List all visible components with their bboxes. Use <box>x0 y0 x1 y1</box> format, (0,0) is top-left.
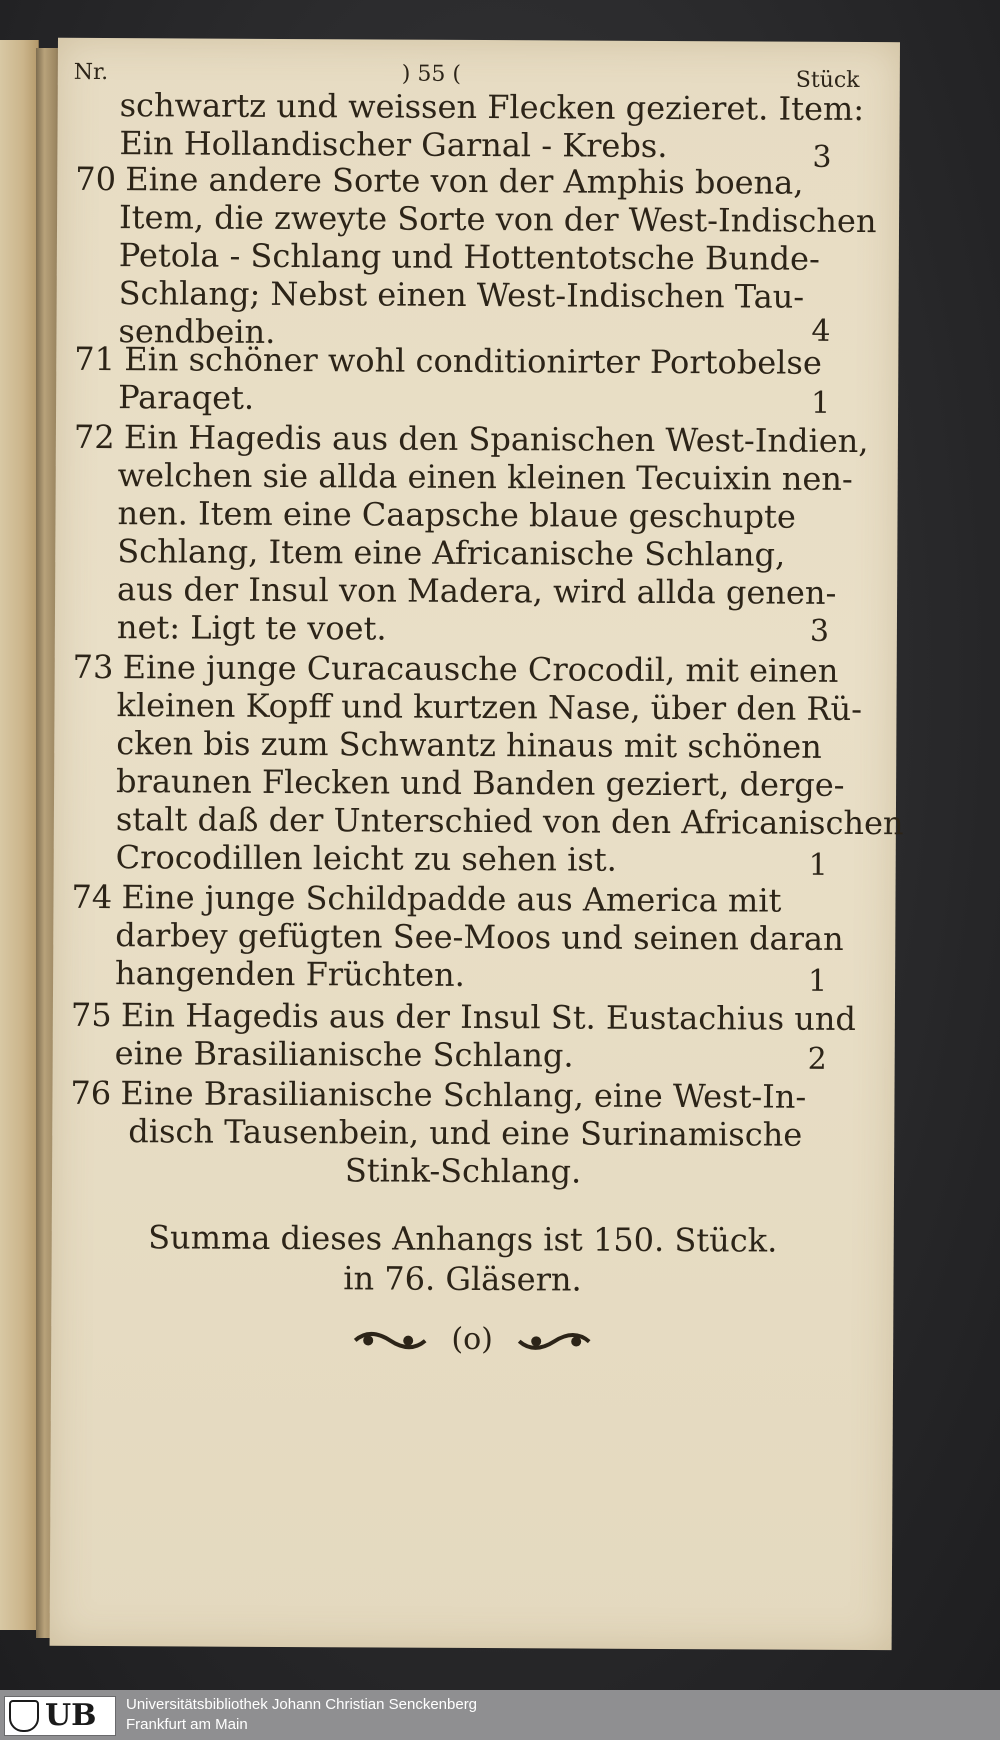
entry-quantity: 1 <box>808 847 828 883</box>
header-right: Stück <box>795 67 860 93</box>
entry-line: Item, die zweyte Sorte von der West-Indischen <box>118 198 877 241</box>
entry-quantity: 1 <box>811 385 831 421</box>
entry-line: aus der Insul von Madera, wird allda genen- <box>117 570 837 612</box>
eagle-shield-icon <box>9 1700 39 1732</box>
ornament-left-icon <box>350 1325 430 1355</box>
book-page <box>50 38 904 1650</box>
entry-line: welchen sie allda einen kleinen Tecuixin nen- <box>117 456 853 498</box>
entry-quantity: 1 <box>807 963 828 999</box>
entry-line: hangenden Früchten. <box>115 954 465 994</box>
entry-line: net: Ligt te voet. <box>116 608 387 648</box>
entry-line: braunen Flecken und Banden geziert, derge- <box>116 762 845 804</box>
entry-number: 71 <box>74 339 116 379</box>
entry-line: Eine junge Curacausche Crocodil, mit einen <box>122 648 839 690</box>
entry-number: 72 <box>73 417 115 457</box>
library-location: Frankfurt am Main <box>126 1716 248 1733</box>
entry-line: Ein Hollandischer Garnal - Krebs. <box>119 124 668 165</box>
entry-line: stalt daß der Unterschied von den Africanischen <box>115 800 904 843</box>
entry-line: Eine andere Sorte von der Amphis boena, <box>125 160 804 202</box>
library-footer <box>0 1690 1000 1740</box>
page-number: ) 55 ( <box>401 61 462 87</box>
entry-line: schwartz und weissen Flecken gezieret. Item: <box>119 86 865 129</box>
entry-line: nen. Item eine Caapsche blaue geschupte <box>117 494 796 536</box>
entry-line: sendbein. <box>118 312 276 351</box>
library-logo[interactable] <box>4 1696 116 1736</box>
entry-number: 76 <box>70 1073 112 1113</box>
library-name: Universitätsbibliothek Johann Christian Senckenberg <box>126 1696 478 1713</box>
entry-number: 75 <box>70 995 112 1035</box>
entry-line: Petola - Schlang und Hottentotsche Bunde- <box>118 236 820 278</box>
entry-line: kleinen Kopff und kurtzen Nase, über den Rü- <box>116 686 863 729</box>
entry-line: Schlang; Nebst einen West-Indischen Tau- <box>118 274 805 316</box>
entry-line: disch Tausenbein, und eine Surinamische <box>128 1112 803 1154</box>
entry-number: 70 <box>75 159 117 199</box>
summary-line-2: in 76. Gläsern. <box>343 1259 582 1299</box>
header-left: Nr. <box>73 59 109 86</box>
entry-line: Stink-Schlang. <box>344 1151 582 1191</box>
logo-text: UB <box>45 1698 97 1733</box>
entry-line: Ein Hagedis aus der Insul St. Eustachius und <box>120 996 857 1038</box>
entry-line: Paraqet. <box>118 378 255 417</box>
entry-quantity: 2 <box>807 1041 827 1077</box>
entry-line: Eine Brasilianische Schlang, eine West-In- <box>120 1074 807 1116</box>
entry-number: 74 <box>71 877 113 917</box>
entry-line: Crocodillen leicht zu sehen ist. <box>115 838 617 879</box>
entry-line: darbey gefügten See-Moos und seinen daran <box>115 916 844 958</box>
entry-number: 73 <box>72 647 114 687</box>
entry-line: Eine junge Schildpadde aus America mit <box>121 878 782 920</box>
summary-line-1: Summa dieses Anhangs ist 150. Stück. <box>148 1218 778 1260</box>
left-facing-page-edge <box>0 40 39 1630</box>
entry-line: Schlang, Item eine Africanische Schlang, <box>117 532 786 574</box>
entry-quantity: 3 <box>812 139 832 175</box>
entry-quantity: 4 <box>811 313 831 349</box>
entry-quantity: 3 <box>809 613 830 649</box>
entry-line: eine Brasilianische Schlang. <box>114 1034 574 1075</box>
ornament-right-icon <box>514 1326 594 1356</box>
entry-line: Ein schöner wohl conditionirter Portobelse <box>124 340 822 382</box>
closing-ornament <box>51 1320 893 1359</box>
entry-line: cken bis zum Schwantz hinaus mit schönen <box>116 724 822 766</box>
entry-line: Ein Hagedis aus den Spanischen West-Indien, <box>123 418 869 461</box>
ornament-center: (o) <box>451 1321 494 1358</box>
